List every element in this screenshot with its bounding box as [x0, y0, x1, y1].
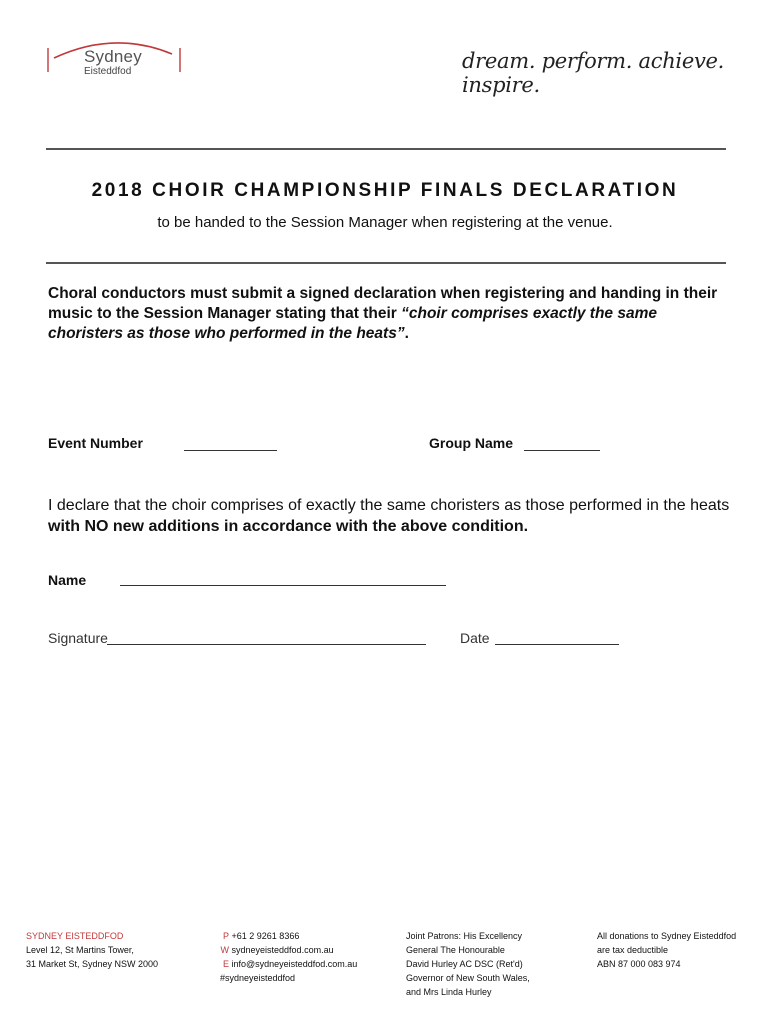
event-number-label: Event Number — [48, 435, 143, 451]
signature-label: Signature — [48, 630, 108, 646]
footer-hashtag: #sydneyeisteddfod — [220, 973, 296, 983]
web-prefix: W — [220, 945, 229, 955]
phone-prefix: P — [222, 931, 229, 941]
donations-line2: are tax deductible — [597, 945, 669, 955]
footer-email-link[interactable]: info@sydneyeisteddfod.com.au — [231, 959, 358, 969]
intro-end: . — [404, 325, 409, 342]
email-prefix: E — [222, 959, 229, 969]
intro-text: Choral conductors must submit a signed declaration when registering and handing in their music to the Session Manager stating that their — [48, 285, 718, 322]
footer-phone[interactable]: +61 2 9261 8366 — [231, 931, 300, 941]
group-name-field[interactable] — [524, 450, 600, 451]
declaration-statement — [48, 495, 738, 537]
patrons-line2: General The Honourable — [406, 945, 505, 955]
donations-abn: ABN 87 000 083 974 — [597, 959, 681, 969]
donations-line1: All donations to Sydney Eisteddfod — [597, 931, 737, 941]
name-field[interactable] — [120, 585, 446, 586]
intro-quote: “choir comprises exactly the same choristers as those who performed in the heats” — [48, 305, 657, 342]
footer-org-name: SYDNEY EISTEDDFOD — [26, 931, 124, 941]
footer-donations — [597, 929, 762, 971]
footer-website-link[interactable]: sydneyeisteddfod.com.au — [231, 945, 334, 955]
footer-contact — [215, 929, 385, 985]
tagline: dream. perform. achieve. inspire. — [462, 49, 725, 97]
footer-address-line1: Level 12, St Martins Tower, — [26, 945, 134, 955]
declaration-text: I declare that the choir comprises of exactly the same choristers as those performed in the heats — [48, 497, 730, 514]
footer-address-line2: 31 Market St, Sydney NSW 2000 — [26, 959, 159, 969]
name-label: Name — [48, 572, 87, 588]
patrons-line5: and Mrs Linda Hurley — [406, 987, 492, 997]
page-subtitle: to be handed to the Session Manager when registering at the venue. — [157, 214, 613, 231]
date-label: Date — [460, 630, 490, 646]
middle-divider — [46, 262, 726, 264]
date-field[interactable] — [495, 644, 619, 645]
page-title: 2018 CHOIR CHAMPIONSHIP FINALS DECLARATION — [91, 180, 679, 201]
event-number-field[interactable] — [184, 450, 277, 451]
signature-field[interactable] — [107, 644, 426, 645]
patrons-line4: Governor of New South Wales, — [406, 973, 530, 983]
top-divider — [46, 148, 726, 150]
logo-subwordmark: Eisteddfod — [84, 66, 132, 77]
declaration-condition: with NO new additions in accordance with the above condition. — [48, 518, 529, 535]
patrons-line3: David Hurley AC DSC (Ret'd) — [406, 959, 523, 969]
logo-wordmark: Sydney — [84, 47, 142, 66]
footer-patrons — [406, 929, 576, 999]
group-name-label: Group Name — [429, 435, 514, 451]
patrons-line1: Joint Patrons: His Excellency — [406, 931, 523, 941]
intro-paragraph — [48, 284, 728, 344]
footer-address — [26, 929, 196, 971]
